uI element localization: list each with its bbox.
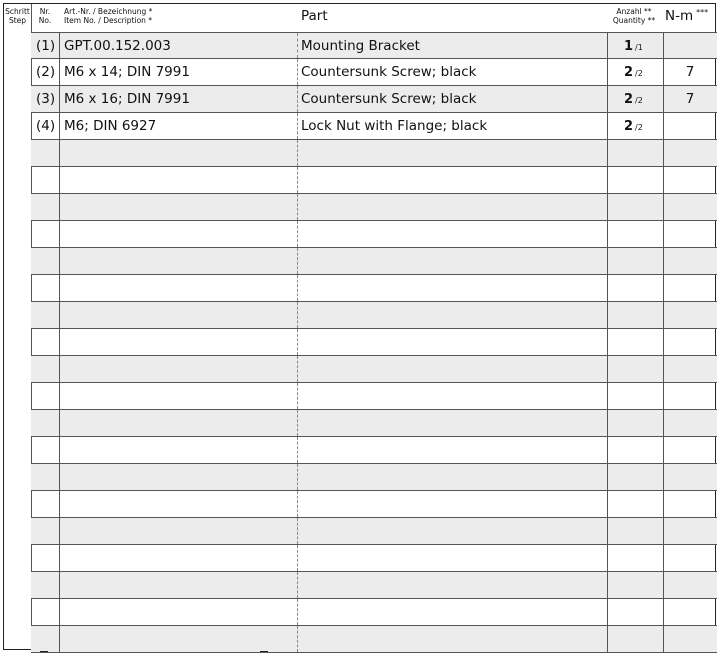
no-header-en: No.	[38, 16, 52, 25]
column-divider	[59, 464, 60, 490]
table-row	[31, 59, 717, 86]
item-header	[64, 7, 152, 25]
table-row	[31, 626, 717, 653]
column-divider	[297, 545, 298, 571]
quantity-value: 2	[624, 65, 634, 80]
qty-header	[607, 7, 661, 25]
item-code: M6; DIN 6927	[64, 118, 157, 134]
table-row	[31, 437, 717, 464]
item-header-de: Art.-Nr. / Bezeichnung *	[64, 7, 153, 16]
quantity	[624, 59, 643, 87]
bottom-marks	[260, 651, 268, 654]
column-divider	[59, 302, 60, 328]
column-divider	[663, 140, 664, 166]
quantity-total: /2	[635, 123, 643, 132]
column-divider	[297, 275, 298, 301]
column-divider	[59, 86, 60, 112]
table-header	[4, 4, 717, 32]
column-divider	[59, 194, 60, 220]
column-divider	[59, 248, 60, 274]
part-name: Countersunk Screw; black	[301, 64, 477, 80]
no-header-de: Nr.	[39, 7, 51, 16]
column-divider	[297, 464, 298, 490]
torque-value: 7	[685, 64, 695, 80]
quantity-value: 2	[624, 92, 634, 107]
column-divider	[297, 302, 298, 328]
table-row	[31, 275, 717, 302]
column-divider	[663, 572, 664, 598]
column-divider	[297, 194, 298, 220]
column-divider	[297, 113, 298, 139]
quantity-total: /1	[635, 43, 643, 52]
column-divider	[297, 140, 298, 166]
part-name: Lock Nut with Flange; black	[301, 118, 488, 134]
bottom-marks	[40, 651, 48, 654]
quantity-total: /2	[635, 69, 643, 78]
column-divider	[607, 221, 608, 247]
quantity-value: 2	[624, 119, 634, 134]
column-divider	[663, 194, 664, 220]
nm-header-mark: ***	[696, 8, 709, 17]
quantity	[624, 86, 643, 114]
parts-list-sheet	[3, 3, 716, 650]
quantity	[624, 113, 643, 141]
column-divider	[59, 167, 60, 193]
column-divider	[607, 167, 608, 193]
column-divider	[607, 248, 608, 274]
table-row	[31, 194, 717, 221]
column-divider	[663, 437, 664, 463]
part-name: Mounting Bracket	[301, 38, 420, 54]
column-divider	[297, 59, 298, 85]
column-divider	[297, 491, 298, 517]
table-row	[31, 302, 717, 329]
item-header-en: Item No. / Description *	[64, 16, 153, 25]
table-row	[31, 518, 717, 545]
column-divider	[59, 545, 60, 571]
column-divider	[297, 599, 298, 625]
column-divider	[59, 437, 60, 463]
column-divider	[297, 167, 298, 193]
part-header: Part	[301, 8, 328, 24]
nm-header	[665, 8, 708, 24]
column-divider	[607, 545, 608, 571]
column-divider	[607, 464, 608, 490]
column-divider	[663, 410, 664, 436]
table-row	[31, 248, 717, 275]
column-divider	[607, 59, 608, 85]
column-divider	[663, 383, 664, 409]
column-divider	[663, 167, 664, 193]
table-row	[31, 572, 717, 599]
item-code: M6 x 16; DIN 7991	[64, 91, 190, 107]
column-divider	[663, 275, 664, 301]
step-header-de: Schritt	[5, 7, 30, 16]
column-divider	[59, 572, 60, 598]
item-number: (2)	[36, 64, 56, 80]
item-code: GPT.00.152.003	[64, 38, 171, 54]
column-divider	[663, 626, 664, 652]
column-divider	[663, 221, 664, 247]
column-divider	[607, 626, 608, 652]
table-row	[31, 383, 717, 410]
column-divider	[59, 356, 60, 382]
table-row	[31, 167, 717, 194]
column-divider	[297, 221, 298, 247]
column-divider	[297, 437, 298, 463]
column-divider	[297, 383, 298, 409]
table-row	[31, 329, 717, 356]
column-divider	[607, 572, 608, 598]
column-divider	[663, 518, 664, 544]
column-divider	[607, 491, 608, 517]
column-divider	[663, 33, 664, 58]
column-divider	[663, 545, 664, 571]
qty-header-en: Quantity **	[612, 16, 656, 25]
table-row	[31, 356, 717, 383]
table-row	[31, 113, 717, 140]
column-divider	[59, 140, 60, 166]
column-divider	[607, 140, 608, 166]
quantity-total: /2	[635, 96, 643, 105]
column-divider	[607, 33, 608, 58]
column-divider	[607, 113, 608, 139]
column-divider	[59, 221, 60, 247]
column-divider	[297, 33, 298, 58]
table-row	[31, 32, 717, 59]
step-header	[4, 7, 31, 25]
column-divider	[59, 518, 60, 544]
column-divider	[607, 329, 608, 355]
column-divider	[59, 33, 60, 58]
item-number: (1)	[36, 38, 56, 54]
item-number: (3)	[36, 91, 56, 107]
column-divider	[297, 410, 298, 436]
column-divider	[59, 113, 60, 139]
column-divider	[59, 491, 60, 517]
column-divider	[607, 86, 608, 112]
column-divider	[663, 113, 664, 139]
column-divider	[297, 356, 298, 382]
column-divider	[607, 302, 608, 328]
column-divider	[297, 248, 298, 274]
column-divider	[607, 275, 608, 301]
step-header-en: Step	[8, 16, 27, 25]
column-divider	[607, 356, 608, 382]
column-divider	[59, 383, 60, 409]
table-row	[31, 140, 717, 167]
table-row	[31, 599, 717, 626]
column-divider	[607, 518, 608, 544]
column-divider	[663, 491, 664, 517]
column-divider	[663, 248, 664, 274]
table-row	[31, 86, 717, 113]
column-divider	[59, 59, 60, 85]
column-divider	[663, 302, 664, 328]
column-divider	[59, 626, 60, 652]
column-divider	[663, 356, 664, 382]
column-divider	[607, 194, 608, 220]
column-divider	[59, 329, 60, 355]
column-divider	[607, 599, 608, 625]
column-divider	[297, 518, 298, 544]
column-divider	[59, 410, 60, 436]
quantity	[624, 33, 643, 61]
column-divider	[663, 464, 664, 490]
table-row	[31, 491, 717, 518]
column-divider	[607, 437, 608, 463]
column-divider	[297, 86, 298, 112]
table-row	[31, 221, 717, 248]
column-divider	[59, 275, 60, 301]
nm-header-label: N-m	[665, 8, 694, 24]
column-divider	[607, 410, 608, 436]
no-header	[32, 7, 58, 25]
part-name: Countersunk Screw; black	[301, 91, 477, 107]
item-code: M6 x 14; DIN 7991	[64, 64, 190, 80]
column-divider	[59, 599, 60, 625]
column-divider	[297, 572, 298, 598]
column-divider	[663, 329, 664, 355]
table-row	[31, 545, 717, 572]
table-row	[31, 410, 717, 437]
column-divider	[297, 329, 298, 355]
torque-value: 7	[685, 91, 695, 107]
quantity-value: 1	[624, 39, 634, 54]
column-divider	[607, 383, 608, 409]
item-number: (4)	[36, 118, 56, 134]
qty-header-de: Anzahl **	[616, 7, 652, 16]
column-divider	[297, 626, 298, 652]
column-divider	[663, 599, 664, 625]
table-row	[31, 464, 717, 491]
